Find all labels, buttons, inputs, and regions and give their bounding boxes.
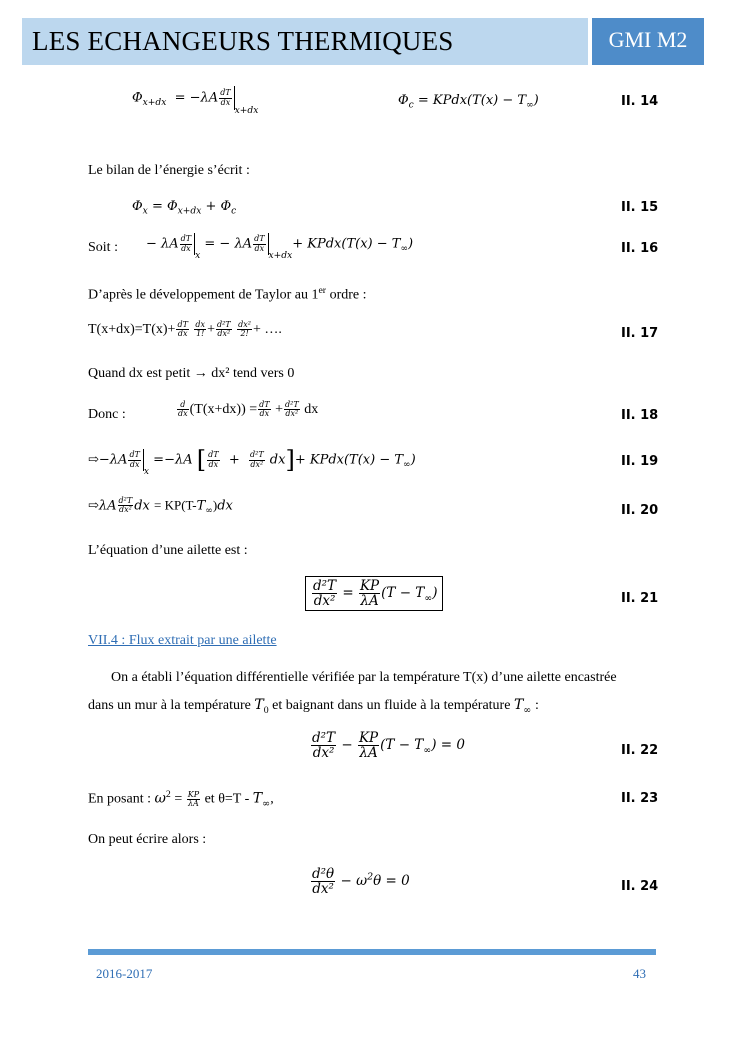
equation-substituted: ⇨−λA $\frac{dT}{dx}$ $_x$ =−λA [ $\frac{dT}{dx}$ + $\frac{\text{d²T}}{\text{dx²}}$ dx]+ KPdx(T(x) − $T_\infty$) xyxy=(88,446,416,478)
equation-theta: $\frac{\text{d²θ}}{\text{dx²}}$ − $\omega^2\theta = 0$ xyxy=(312,866,410,898)
text-taylor xyxy=(88,285,367,304)
equation-number-15: II. 15 xyxy=(621,200,659,215)
equation-derivative: $\frac{d}{dx}$ (T(x+dx)) = $\frac{dT}{dx}$ + $\frac{\text{d²T}}{\text{dx²}}$ dx xyxy=(178,400,319,419)
equation-omega-definition: En posant : $\omega^2$ = $\frac{KP}{\lambda A}$ et $\theta=T - T_\infty$, xyxy=(88,789,274,810)
equation-number-16: II. 16 xyxy=(621,241,659,256)
paragraph-line-1: On a établi l’équation différentielle vérifiée par la température T(x) d’une ailette encastrée xyxy=(111,670,617,685)
equation-number-21: II. 21 xyxy=(621,591,659,606)
paragraph-line-2-c: : xyxy=(531,698,539,713)
text-dx-small: Quand dx est petit → dx² tend vers 0 xyxy=(88,366,295,381)
text-taylor-sup: er xyxy=(318,285,327,296)
text-taylor-part1: D’après le développement de Taylor au 1 xyxy=(88,287,319,303)
footer-page-number: 43 xyxy=(633,966,646,981)
text-theta: et θ=T - xyxy=(204,791,253,807)
text-soit: Soit : xyxy=(88,240,118,255)
text-taylor-part2: ordre : xyxy=(326,287,367,303)
equation-taylor-expansion: T(x+dx)=T(x)+ $\frac{dT}{dx}$ $\frac{dx}{1!}$ + $\frac{\text{d²T}}{\text{dx²}}$ $\frac{\text{dx²}}{2!}$ + …. xyxy=(88,320,282,339)
section-heading-flux[interactable]: VII.4 : Flux extrait par une ailette xyxy=(88,633,277,648)
equation-number-18: II. 18 xyxy=(621,408,659,423)
equation-simplified: ⇨λA $\frac{\text{d²T}}{\text{dx²}}$ dx = $KP(T-T_\infty)dx$ xyxy=(88,496,233,516)
document-title: LES ECHANGEURS THERMIQUES xyxy=(22,18,588,65)
equation-number-22: II. 22 xyxy=(621,743,659,758)
equation-fin-homogeneous: $\frac{\text{d²T}}{\text{dx²}}$ − $\frac{KP}{\lambda A}$ $(T - T_\infty) = 0$ xyxy=(312,730,465,762)
text-donc: Donc : xyxy=(88,407,126,422)
equation-number-19: II. 19 xyxy=(621,454,659,469)
paragraph-line-2: dans un mur à la température $T_0$ et baignant dans un fluide à la température $T_\infty$ : xyxy=(88,697,539,716)
text-fin-equation: L’équation d’une ailette est : xyxy=(88,543,248,558)
paragraph-line-2-a: dans un mur à la température xyxy=(88,698,255,713)
course-tag: GMI M2 xyxy=(592,18,704,65)
equation-flux-convection: $\Phi_c$ = KPdx(T(x) − $T_\infty$) xyxy=(398,93,539,111)
equation-number-24: II. 24 xyxy=(621,879,659,894)
equation-fin-boxed: $\frac{\text{d²T}}{\text{dx²}}$ = $\frac{KP}{\lambda A}$ $(T - T_\infty)$ xyxy=(305,576,443,611)
text-on-peut: On peut écrire alors : xyxy=(88,832,207,847)
equation-number-17: II. 17 xyxy=(621,326,659,341)
footer-divider xyxy=(88,949,656,955)
equation-number-23: II. 23 xyxy=(621,791,659,806)
paragraph-line-2-b: et baignant dans un fluide à la température xyxy=(268,698,514,713)
equation-flux-x-dx: $\Phi_{x+dx} = -\lambda A$ $\frac{dT}{dx}$ $_{x+dx}$ xyxy=(132,86,258,110)
equation-number-14: II. 14 xyxy=(621,94,659,109)
text-bilan: Le bilan de l’énergie s’écrit : xyxy=(88,163,250,178)
footer-years: 2016-2017 xyxy=(96,966,153,981)
text-en-posant: En posant : xyxy=(88,791,151,807)
equation-energy-balance: $\Phi_x = \Phi_{x+dx} + \Phi_c$ xyxy=(132,199,237,217)
equation-number-20: II. 20 xyxy=(621,503,659,518)
equation-balance-expanded: − λA $\frac{dT}{dx}$ $_x$ = − λA $\frac{dT}{dx}$ $_{x+dx}$+ KPdx(T(x) − $T_\infty$) xyxy=(146,234,414,262)
